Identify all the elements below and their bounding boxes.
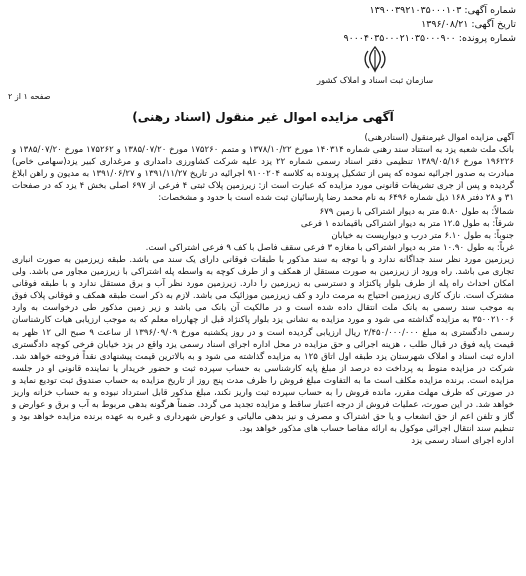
intro-line: آگهی مزایده اموال غیرمنقول (اسنادرهنی)	[364, 133, 514, 143]
notice-meta	[286, 4, 516, 46]
paragraph-description: بانک ملت شعبه یزد به استناد سند رهنی شماره ۱۴۰۳۱۴ مورخ ۱۳۷۸/۱۰/۲۲ و متمم ۱۷۵۲۶۰ مورخ ۱۳۸۵/۰۷/۲۰ و ۱۷۵۲۶۲ مورخ ۱۳۸۵/۰۷/۲۰ و ۱۹۶۲۲۶ مورخ ۱۳۸۹/۰۵/۱۶ تنظیمی دفتر اسناد رسمی شماره ۲۲ یزد علیه شرکت کشاورزی دامداری و مرغداری کبیر یزد(سهامی خاص) مبادرت به صدور اجرائیه نموده که پس از تشکیل پرونده به کلاسه ۹۱۰۰۲۰۴ اجرائیه در تاریخ ۱۳۹۱/۱۱/۲۷ و ۱۳۹۱/۰۶/۲۷ به مدیون و راهن ابلاغ گردیده و پس از جری تشریفات قانونی مورد مزایده که عبارت است از: زیرزمین پلاک ثبتی ۴ فرعی از ۶۹۷ اصلی بخش ۴ یزد که در صفحات ۳۱ و ۲۸ دفتر ۱۶۸ ذیل شماره ۶۴۹۶ به نام محمد رضا پارسائیان ثبت شده است با حدود و مشخصات:	[12, 145, 515, 204]
org-name: سازمان ثبت اسناد و املاک کشور	[316, 76, 434, 86]
national-emblem-icon	[360, 44, 390, 74]
case-number: شماره پرونده: ۹۰۰۰۴۰۳۵۰۰۰۲۱۰۳۵۰۰۰۹۰۰	[343, 33, 516, 44]
boundary-north: شمالاً: به طول ۵.۸۰ متر به دیوار اشتراکی با زمین ۶۷۹	[319, 206, 514, 217]
boundary-west: غرباً: به طول ۱۰.۹۰ متر به دیوار اشتراکی با مغازه ۳ فرعی سقف فاصل با کف ۹ فرعی اشتراکی است.	[145, 242, 514, 253]
page-number: صفحه ۱ از ۲	[8, 92, 51, 101]
notice-number: شماره آگهی: ۱۳۹۰۰۳۹۲۱۰۳۵۰۰۰۱۰۳	[369, 5, 516, 16]
org-header	[300, 44, 450, 86]
paragraph-terms: زیرزمین مورد نظر سند جداگانه ندارد و با توجه به سند مذکور با طبقات فوقانی دارای یک سند می باشد. طبقه زیرزمین به صورت انباری تجاری می باشد. راه ورود از زیرزمین به صورت مستقل از همکف و از طرف کوچه به واسطه پله اشتراکی با زیرزمین مجاور می باشد. ولی امکان احداث راه پله از طرف بلوار پاکنژاد و دسترسی به زیرزمین را دارد. زیرزمین مورد نظر آب و برق مستقل ندارد و با طبقه فوقانی مشترک است. نازک کاری زیرزمین احتیاج به مرمت دارد و کف زیرزمین موزائیک می باشد. لازم به ذکر است طبقه همکف و فوقانی پلاک فوق به موجب سند رسمی به بانک ملت انتقال داده شده است و در مالکیت آن بانک می باشد و زیر زمین مذکور طی درخواست به وارد ۳۵۰۰۲۱۰۰۶ به مزایده گذاشته می شود و مورد مزایده به نشانی یزد بلوار پاکنژاد قبل از چهارراه معلم که به موجب ارزیابی هیات کارشناسان رسمی دادگستری به مبلغ ۲/۴۵۰/۰۰۰/۰۰۰ ریال ارزیابی گردیده است و در روز یکشنبه مورخ ۱۳۹۶/۰۹/۰۹ از ساعت ۹ صبح الی ۱۲ ظهر به قیمت پایه فوق در قبال طلب ، هزینه اجرائی و حق مزایده در محل اداره اجرای اسناد رسمی یزد واقع در یزد خیابان فرخی کوچه دادگستری اداره ثبت اسناد و املاک شهرستان یزد طبقه اول اتاق ۱۲۵ به مزایده گذاشته می شود و به بالاترین قیمت پیشنهادی نقداً فروخته خواهد شد. شرکت در مزایده منوط به پرداخت ده درصد از مبلغ پایه کارشناسی به حساب سپرده ثبت و حضور خریدار یا نماینده قانونی او در جلسه مزایده است. برنده مزایده مکلف است ما به التفاوت مبلغ فروش را ظرف مدت پنج روز از تاریخ مزایده به حساب صندوق ثبت تودیع نماید و در صورتی که ظرف مهلت مقرر، مانده فروش را به حساب سپرده ثبت واریز نکند، مبلغ مذکور قابل استرداد نبوده و به حساب خزانه واریز خواهد شد. در این صورت، عملیات فروش از درجه اعتبار ساقط و مزایده تجدید می گردد. ضمناً هرگونه بدهی مربوط به آب و برق و عوارض و گاز و تلفن اعم از حق انشعاب و یا حق اشتراک و مصرف و نیز بدهی مالیاتی و عوارض شهرداری و غیره به عهده برنده مزایده خواهد بود و تنظیم سند انتقال اجرائی موکول به ارائه مفاصا حساب های مذکور خواهد بود.	[12, 254, 514, 435]
boundary-south: جنوباً: به طول ۶.۱۰ متر درب و دیواریست به خیابان	[331, 230, 514, 241]
notice-date: تاریخ آگهی: ۱۳۹۶/۰۸/۲۱	[421, 19, 516, 30]
boundary-east: شرقاً: به طول ۱۲.۵ متر به دیوار اشتراکی باقیمانده ۱ فرعی	[300, 218, 514, 229]
signature-line: اداره اجرای اسناد رسمی یزد	[411, 436, 514, 447]
notice-body	[12, 132, 514, 447]
notice-title: آگهی مزایده اموال غیر منقول (اسناد رهنی)	[132, 110, 394, 124]
